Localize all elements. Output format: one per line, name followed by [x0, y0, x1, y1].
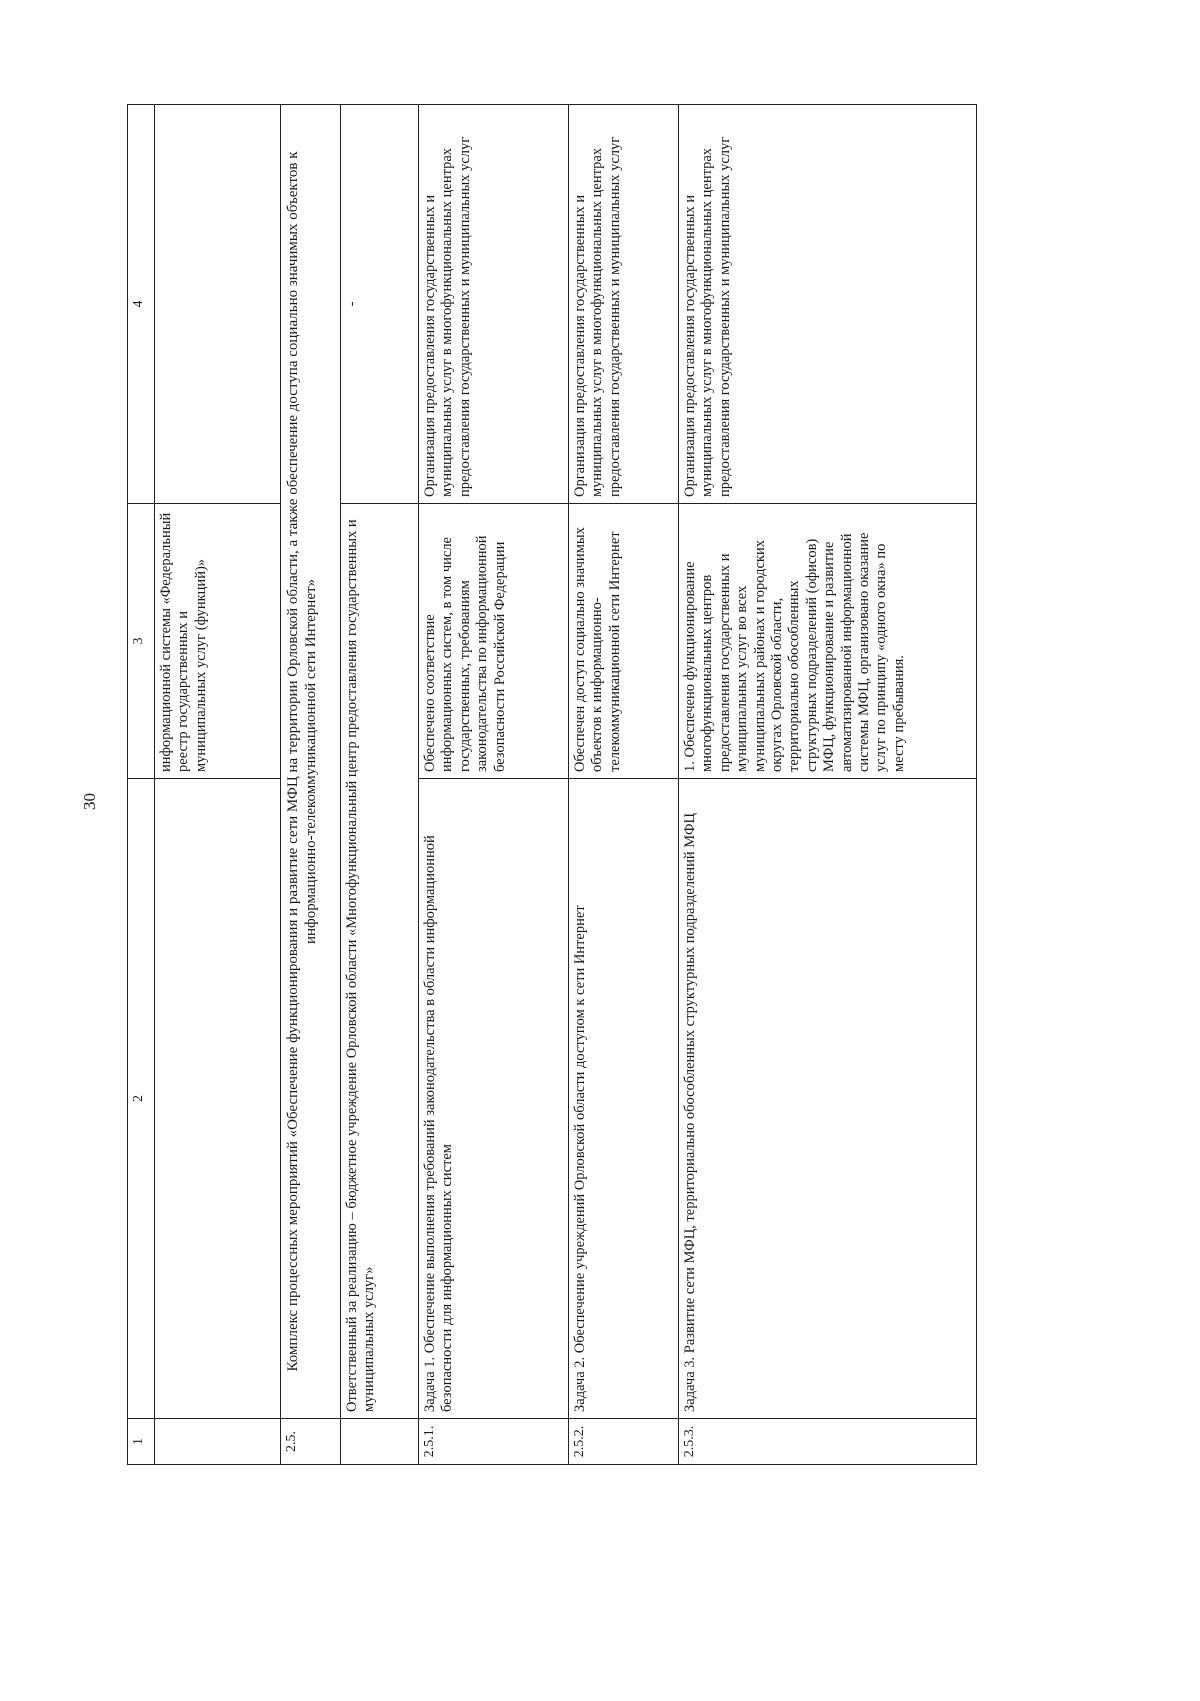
section-number: 2.5.	[281, 1419, 341, 1465]
table-row	[679, 105, 977, 1465]
row-link: Организация предоставления государственных и муниципальных услуг в многофункциональных центрах предоставления государственных и муниципальных услуг	[569, 105, 679, 504]
header-col-2: 2	[128, 779, 155, 1419]
continuation-row	[155, 105, 281, 1465]
responsible-row	[341, 105, 419, 1465]
row-result: 1. Обеспечено функционирование многофункциональных центров предоставления государственных и муниципальных услуг во всех муниципальных районах и городских округах Орловской области, территориально обособленных структурных подразделений (офисов) МФЦ, функционирование и развитие автоматизированной информационной системы МФЦ, организовано оказание услуг по принципу «одного окна» по месту пребывания.	[679, 504, 977, 779]
row-task: Задача 3. Развитие сети МФЦ, территориально обособленных структурных подразделений МФЦ	[679, 779, 977, 1419]
responsible-number-cell	[341, 1419, 419, 1465]
header-col-3: 3	[128, 504, 155, 779]
row-task: Задача 1. Обеспечение выполнения требований законодательства в области информационной безопасности для информационных систем	[419, 779, 569, 1419]
continuation-task	[155, 779, 281, 1419]
section-row	[281, 105, 341, 1465]
continuation-link	[155, 105, 281, 504]
row-link: Организация предоставления государственных и муниципальных услуг в многофункциональных центрах предоставления государственных и муниципальных услуг	[679, 105, 977, 504]
row-result: Обеспечено соответствие информационных систем, в том числе государственных, требованиям законодательства по информационной безопасности Российской Федерации	[419, 504, 569, 779]
continuation-number	[155, 1419, 281, 1465]
program-table	[127, 104, 977, 1465]
header-col-1: 1	[128, 1419, 155, 1465]
page-number: 30	[80, 793, 99, 810]
rotated-table-container	[127, 105, 977, 1465]
row-link: Организация предоставления государственных и муниципальных услуг в многофункциональных центрах предоставления государственных и муниципальных услуг	[419, 105, 569, 504]
table-row	[419, 105, 569, 1465]
row-task: Задача 2. Обеспечение учреждений Орловской области доступом к сети Интернет	[569, 779, 679, 1419]
responsible-link: -	[341, 105, 419, 504]
section-title: Комплекс процессных мероприятий «Обеспечение функционирования и развитие сети МФЦ на территории Орловской области, а также обеспечение доступа социально значимых объектов к информационно-телекоммуникационной сети Интернет»	[281, 105, 341, 1419]
row-number: 2.5.3.	[679, 1419, 977, 1465]
responsible-text: Ответственный за реализацию – бюджетное учреждение Орловской области «Многофункциональный центр предоставления государственных и муниципальных услуг»	[341, 504, 419, 1419]
header-col-4: 4	[128, 105, 155, 504]
row-number: 2.5.2.	[569, 1419, 679, 1465]
row-number: 2.5.1.	[419, 1419, 569, 1465]
table-row	[569, 105, 679, 1465]
header-row	[128, 105, 155, 1465]
row-result: Обеспечен доступ социально значимых объектов к информационно-телекоммуникационной сети Интернет	[569, 504, 679, 779]
continuation-result: информационной системы «Федеральный реестр государственных и муниципальных услуг (функций)»	[155, 504, 281, 779]
